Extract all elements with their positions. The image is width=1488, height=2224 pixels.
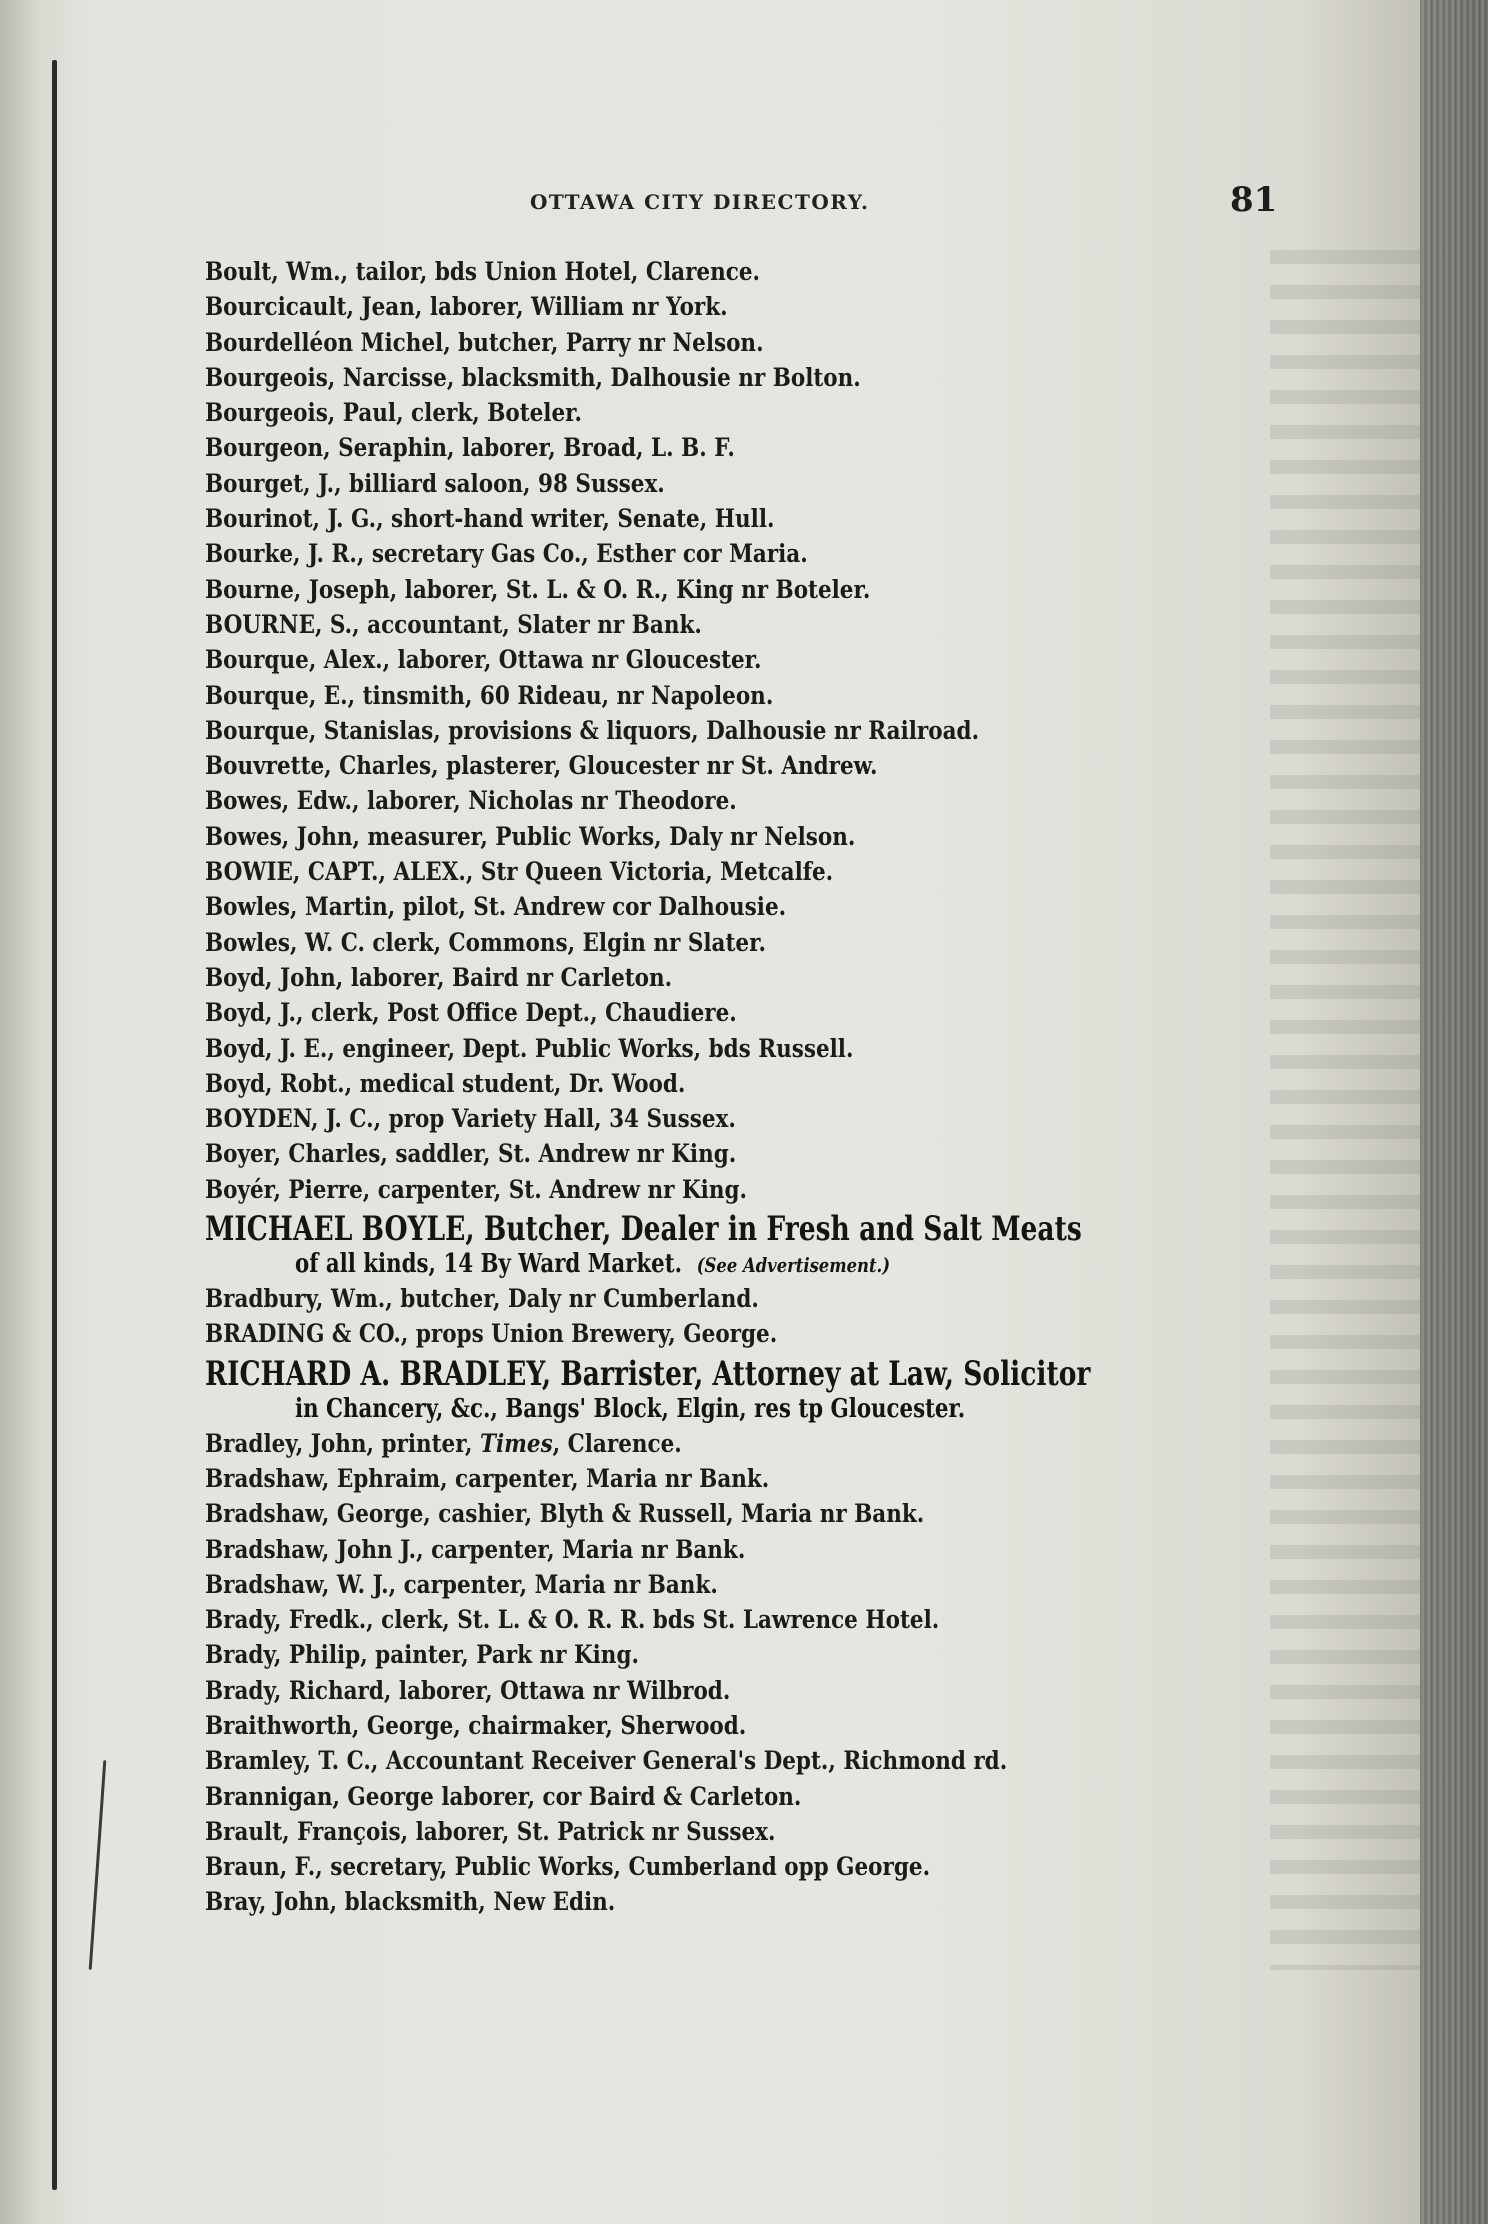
directory-entry: Boyer, Charles, saddler, St. Andrew nr King. <box>205 1139 737 1169</box>
directory-entry: BRADING & CO., props Union Brewery, George. <box>205 1319 778 1349</box>
directory-entry: Braun, F., secretary, Public Works, Cumberland opp George. <box>205 1852 931 1882</box>
directory-entry: Bourke, J. R., secretary Gas Co., Esther cor Maria. <box>205 539 808 569</box>
entry-text: Bradley, John, printer, <box>205 1428 480 1458</box>
directory-entry: Boyd, John, laborer, Baird nr Carleton. <box>205 962 673 992</box>
directory-entry: Bourinot, J. G., short-hand writer, Senate, Hull. <box>205 504 775 534</box>
directory-entry: Brannigan, George laborer, cor Baird & Carleton. <box>205 1781 802 1811</box>
ad-headline: RICHARD A. BRADLEY, Barrister, Attorney at Law, Solicitor <box>205 1353 1091 1394</box>
binding-thread <box>89 1760 107 1970</box>
directory-entry: Bourget, J., billiard saloon, 98 Sussex. <box>205 468 665 498</box>
directory-entry: Bramley, T. C., Accountant Receiver General's Dept., Richmond rd. <box>205 1746 1008 1776</box>
advertisement-richard-bradley <box>205 1352 1305 1426</box>
directory-entry: Bowles, W. C. clerk, Commons, Elgin nr Slater. <box>205 927 766 957</box>
directory-entry: BOURNE, S., accountant, Slater nr Bank. <box>205 609 702 639</box>
ad-subline: in Chancery, &c., Bangs' Block, Elgin, res tp Gloucester. <box>295 1393 966 1424</box>
ad-see-note: (See Advertisement.) <box>696 1253 890 1278</box>
entry-italic: Times <box>479 1428 553 1458</box>
page-header <box>200 180 1280 230</box>
directory-entry: BOWIE, CAPT., ALEX., Str Queen Victoria, Metcalfe. <box>205 857 834 887</box>
directory-entry: Boyd, J. E., engineer, Dept. Public Works, bds Russell. <box>205 1033 854 1063</box>
directory-entry: Bowles, Martin, pilot, St. Andrew cor Dalhousie. <box>205 892 787 922</box>
directory-entry: Bowes, John, measurer, Public Works, Daly nr Nelson. <box>205 821 856 851</box>
binding-edge <box>52 60 57 2190</box>
directory-entries <box>205 254 1305 1920</box>
directory-entry: Bourgeon, Seraphin, laborer, Broad, L. B. F. <box>205 433 735 463</box>
directory-entry: Boult, Wm., tailor, bds Union Hotel, Clarence. <box>205 257 761 286</box>
directory-entry: Bowes, Edw., laborer, Nicholas nr Theodore. <box>205 786 737 816</box>
directory-entry: Bradshaw, W. J., carpenter, Maria nr Bank. <box>205 1569 718 1599</box>
directory-entry: Bradbury, Wm., butcher, Daly nr Cumberland. <box>205 1284 759 1314</box>
directory-entry: Boyér, Pierre, carpenter, St. Andrew nr King. <box>205 1174 748 1204</box>
directory-entry: Bouvrette, Charles, plasterer, Gloucester nr St. Andrew. <box>205 751 878 781</box>
running-head: OTTAWA CITY DIRECTORY. <box>530 190 870 214</box>
directory-entry: Bradshaw, Ephraim, carpenter, Maria nr Bank. <box>205 1463 770 1493</box>
ad-headline: MICHAEL BOYLE, Butcher, Dealer in Fresh and Salt Meats <box>205 1209 1082 1250</box>
directory-entry: Boyd, J., clerk, Post Office Dept., Chaudiere. <box>205 998 737 1028</box>
page-edges <box>1420 0 1488 2224</box>
directory-entry: Brady, Fredk., clerk, St. L. & O. R. R. bds St. Lawrence Hotel. <box>205 1605 940 1635</box>
page-number: 81 <box>1230 180 1278 220</box>
directory-entry: Bourcicault, Jean, laborer, William nr York. <box>205 292 728 322</box>
directory-entry: Bourne, Joseph, laborer, St. L. & O. R., King nr Boteler. <box>205 574 871 604</box>
directory-entry: Brady, Philip, painter, Park nr King. <box>205 1640 639 1670</box>
directory-entry <box>205 1426 1151 1461</box>
directory-entry: Boyd, Robt., medical student, Dr. Wood. <box>205 1068 686 1098</box>
directory-entry: Bourgeois, Paul, clerk, Boteler. <box>205 398 583 428</box>
ad-subline-text: of all kinds, 14 By Ward Market. <box>295 1249 683 1280</box>
entry-text: , Clarence. <box>552 1428 682 1458</box>
directory-entry: Bourque, E., tinsmith, 60 Rideau, nr Napoleon. <box>205 680 774 710</box>
directory-entry: Bourdelléon Michel, butcher, Parry nr Nelson. <box>205 327 764 357</box>
directory-entry: Bray, John, blacksmith, New Edin. <box>205 1887 616 1917</box>
directory-entry: Bourgeois, Narcisse, blacksmith, Dalhousie nr Bolton. <box>205 362 861 392</box>
directory-entry: BOYDEN, J. C., prop Variety Hall, 34 Sussex. <box>205 1104 736 1134</box>
advertisement-michael-boyle <box>205 1207 1305 1281</box>
directory-entry: Bourque, Stanislas, provisions & liquors, Dalhousie nr Railroad. <box>205 715 980 745</box>
directory-entry: Bradshaw, John J., carpenter, Maria nr Bank. <box>205 1534 746 1564</box>
directory-entry: Bourque, Alex., laborer, Ottawa nr Gloucester. <box>205 645 762 675</box>
directory-entry: Brady, Richard, laborer, Ottawa nr Wilbrod. <box>205 1675 731 1705</box>
ad-subline <box>295 1249 890 1279</box>
directory-entry: Braithworth, George, chairmaker, Sherwood. <box>205 1710 747 1740</box>
directory-entry: Bradshaw, George, cashier, Blyth & Russell, Maria nr Bank. <box>205 1499 925 1529</box>
directory-entry: Brault, François, laborer, St. Patrick nr Sussex. <box>205 1816 776 1846</box>
